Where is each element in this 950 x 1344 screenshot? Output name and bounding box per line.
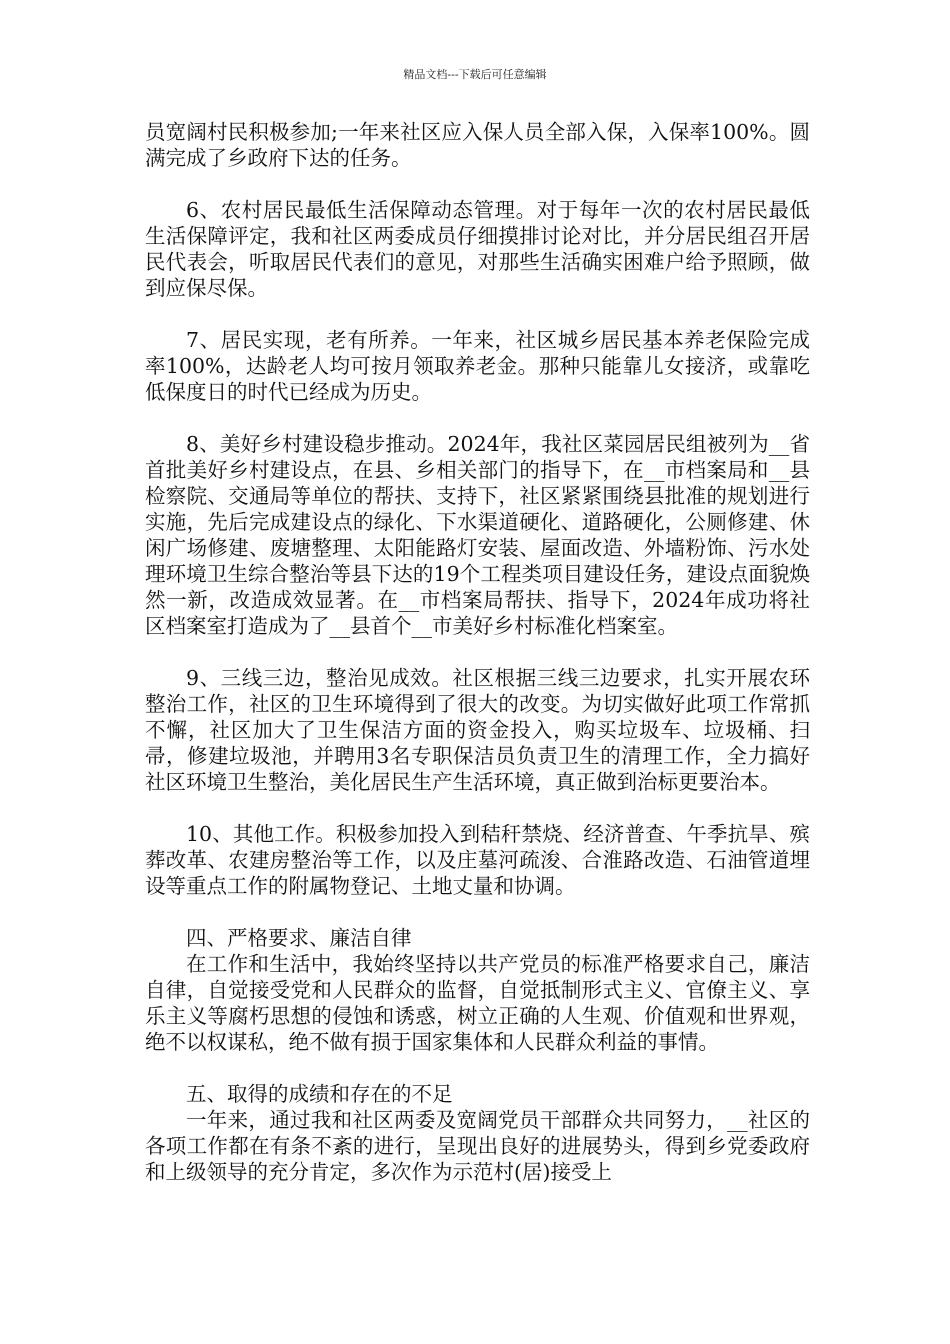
paragraph-item-9: 9、三线三边，整治见成效。社区根据三线三边要求，扎实开展农环整治工作，社区的卫生环境得到了很大的改变。为切实做好此项工作常抓不懈，社区加大了卫生保洁方面的资金投入，购买垃圾车、垃圾桶、扫帚，修建垃圾池，并聘用3名专职保洁员负责卫生的清理工作，全力搞好社区环境卫生整治，美化居民生产生活环境，真正做到治标更要治本。 — [145, 666, 810, 794]
paragraph-item-10: 10、其他工作。积极参加投入到秸秆禁烧、经济普查、午季抗旱、殡葬改革、农建房整治等工作，以及庄墓河疏浚、合淮路改造、石油管道埋设等重点工作的附属物登记、土地丈量和协调。 — [145, 822, 810, 898]
paragraph-item-8: 8、美好乡村建设稳步推动。2024年，我社区菜园居民组被列为__省首批美好乡村建设点，在县、乡相关部门的指导下，在__市档案局和__县检察院、交通局等单位的帮扶、支持下，社区紧紧围绕县批准的规划进行实施，先后完成建设点的绿化、下水渠道硬化、道路硬化，公厕修建、休闲广场修建、废塘整理、太阳能路灯安装、屋面改造、外墙粉饰、污水处理环境卫生综合整治等县下达的19个工程类项目建设任务，建设点面貌焕然一新，改造成效显著。在__市档案局帮扶、指导下，2024年成功将社区档案室打造成为了__县首个__市美好乡村标准化档案室。 — [145, 432, 810, 638]
document-body — [145, 119, 810, 1185]
paragraph-section-5: 一年来，通过我和社区两委及宽阔党员干部群众共同努力，__社区的各项工作都在有条不紊的进行，呈现出良好的进展势头，得到乡党委政府和上级领导的充分肯定，多次作为示范村(居)接受上 — [145, 1108, 810, 1184]
paragraph-item-7: 7、居民实现，老有所养。一年来，社区城乡居民基本养老保险完成率100%，达龄老人均可按月领取养老金。那种只能靠儿女接济，或靠吃低保度日的时代已经成为历史。 — [145, 328, 810, 404]
paragraph-section-4: 在工作和生活中，我始终坚持以共产党员的标准严格要求自己，廉洁自律，自觉接受党和人民群众的监督，自觉抵制形式主义、官僚主义、享乐主义等腐朽思想的侵蚀和诱惑，树立正确的人生观、价值观和世界观，绝不以权谋私，绝不做有损于国家集体和人民群众利益的事情。 — [145, 952, 810, 1054]
page-header: 精品文档---下载后可任意编辑 — [403, 68, 547, 81]
section-heading-5: 五、取得的成绩和存在的不足 — [186, 1082, 453, 1106]
paragraph-item-6: 6、农村居民最低生活保障动态管理。对于每年一次的农村居民最低生活保障评定，我和社区两委成员仔细摸排讨论对比，并分居民组召开居民代表会，听取居民代表们的意见，对那些生活确实困难户给予照顾，做到应保尽保。 — [145, 198, 810, 300]
section-heading-4: 四、严格要求、廉洁自律 — [186, 926, 412, 950]
paragraph-continuation: 员宽阔村民积极参加;一年来社区应入保人员全部入保，入保率100%。圆满完成了乡政府下达的任务。 — [145, 120, 810, 170]
